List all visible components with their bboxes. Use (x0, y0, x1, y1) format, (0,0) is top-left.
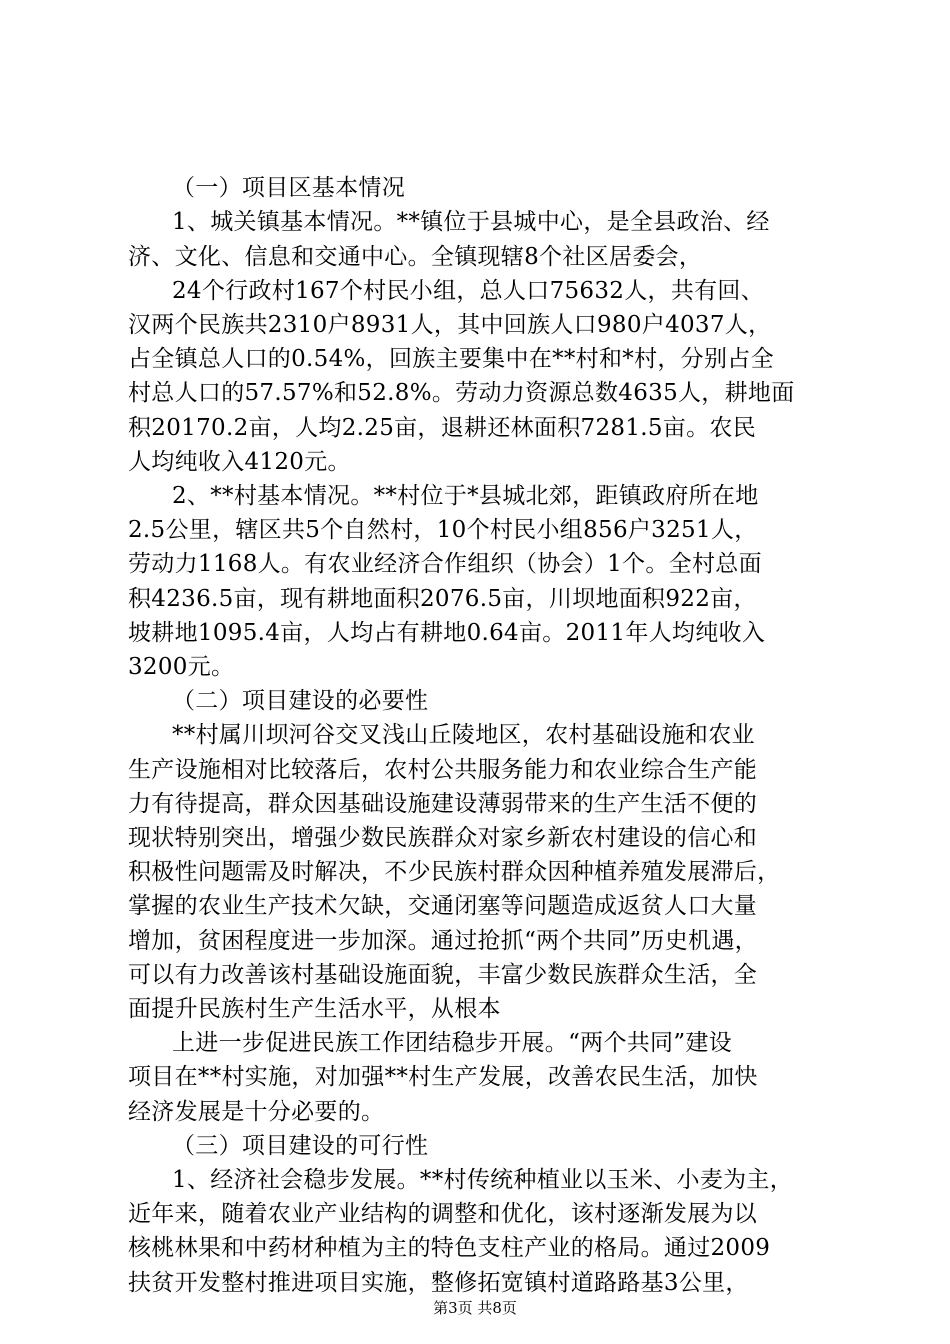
paragraph-line: 2.5公里，辖区共5个自然村，10个村民小组856户3251人， (128, 517, 758, 543)
paragraph-line: 积20170.2亩，人均2.25亩，退耕还林面积7281.5亩。农民 (128, 415, 756, 441)
paragraph-line: 人均纯收入4120元。 (128, 449, 351, 475)
paragraph-line: 力有待提高，群众因基础设施建设薄弱带来的生产生活不便的 (128, 791, 758, 817)
paragraph-line: 面提升民族村生产生活水平，从根本 (128, 996, 501, 1022)
paragraph-line: 坡耕地1095.4亩，人均占有耕地0.64亩。2011年人均纯收入 (128, 620, 766, 646)
paragraph-line: 1、城关镇基本情况。**镇位于县城中心，是全县政治、经 (172, 209, 770, 235)
paragraph-line: 经济发展是十分必要的。 (128, 1099, 385, 1125)
paragraph-line: 掌握的农业生产技术欠缺，交通闭塞等问题造成返贫人口大量 (128, 893, 758, 919)
paragraph-line: 扶贫开发整村推进项目实施，整修拓宽镇村道路路基3公里， (128, 1270, 749, 1296)
paragraph-line: 3200元。 (128, 654, 235, 680)
paragraph-line: 可以有力改善该村基础设施面貌，丰富少数民族群众生活，全 (128, 962, 758, 988)
paragraph-line: 现状特别突出，增强少数民族群众对家乡新农村建设的信心和 (128, 825, 758, 851)
paragraph-line: 生产设施相对比较落后，农村公共服务能力和农业综合生产能 (128, 757, 758, 783)
paragraph-line: 上进一步促进民族工作团结稳步开展。“两个共同”建设 (172, 1030, 733, 1056)
paragraph-line: 近年来，随着农业产业结构的调整和优化，该村逐渐发展为以 (128, 1201, 758, 1227)
paragraph-line: 2、**村基本情况。**村位于*县城北郊，距镇政府所在地 (172, 483, 759, 509)
paragraph-line: 占全镇总人口的0.54%，回族主要集中在**村和*村，分别占全 (128, 346, 774, 372)
section-heading-1: （一）项目区基本情况 (172, 175, 405, 201)
page-footer: 第3页 共8页 (433, 1299, 517, 1317)
paragraph-line: 项目在**村实施，对加强**村生产发展，改善农民生活，加快 (128, 1064, 758, 1090)
section-heading-3: （三）项目建设的可行性 (172, 1133, 429, 1159)
paragraph-line: **村属川坝河谷交叉浅山丘陵地区，农村基础设施和农业 (172, 722, 755, 748)
paragraph-line: 积极性问题需及时解决，不少民族村群众因种植养殖发展滞后， (128, 859, 781, 885)
paragraph-line: 增加，贫困程度进一步加深。通过抢抓“两个共同”历史机遇， (128, 928, 758, 954)
paragraph-line: 汉两个民族共2310户8931人，其中回族人口980户4037人， (128, 312, 772, 338)
paragraph-line: 劳动力1168人。有农业经济合作组织（协会）1个。全村总面 (128, 551, 762, 577)
paragraph-line: 核桃林果和中药材种植为主的特色支柱产业的格局。通过2009 (128, 1235, 771, 1261)
paragraph-line: 24个行政村167个村民小组，总人口75632人，共有回、 (172, 278, 765, 304)
section-heading-2: （二）项目建设的必要性 (172, 688, 429, 714)
paragraph-line: 1、经济社会稳步发展。**村传统种植业以玉米、小麦为主， (172, 1167, 794, 1193)
paragraph-line: 积4236.5亩，现有耕地面积2076.5亩，川坝地面积922亩， (128, 586, 757, 612)
paragraph-line: 村总人口的57.57%和52.8%。劳动力资源总数4635人，耕地面 (128, 380, 795, 406)
paragraph-line: 济、文化、信息和交通中心。全镇现辖8个社区居委会， (128, 244, 703, 270)
